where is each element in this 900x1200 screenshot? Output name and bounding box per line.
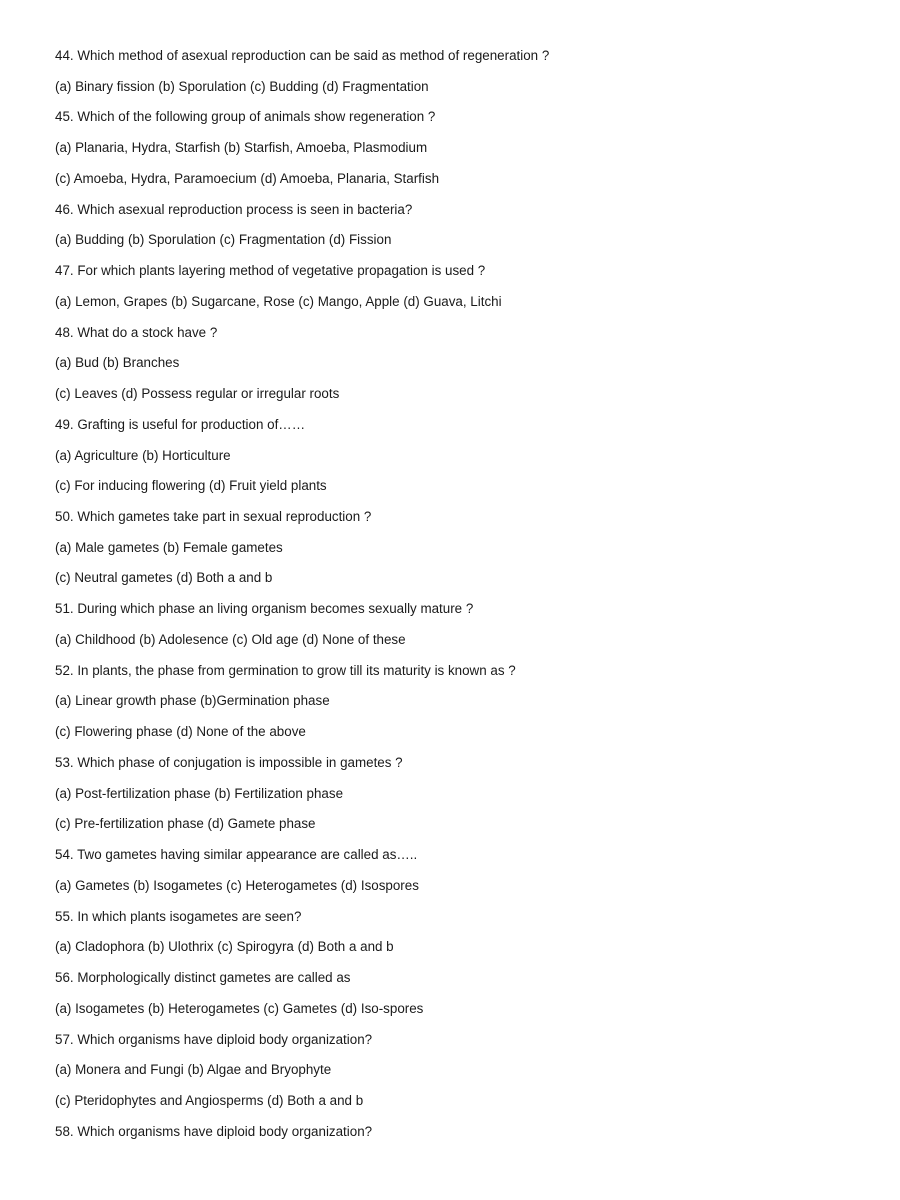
options-53-ab: (a) Post-fertilization phase (b) Fertilization phase: [55, 785, 344, 801]
question-48: 48. What do a stock have ?: [55, 324, 218, 340]
options-56: (a) Isogametes (b) Heterogametes (c) Gametes (d) Iso-spores: [55, 1000, 424, 1016]
options-45-ab: (a) Planaria, Hydra, Starfish (b) Starfish, Amoeba, Plasmodium: [55, 140, 428, 156]
options-47: (a) Lemon, Grapes (b) Sugarcane, Rose (c) Mango, Apple (d) Guava, Litchi: [55, 293, 502, 309]
options-52-ab: (a) Linear growth phase (b)Germination phase: [55, 693, 330, 709]
question-54: 54. Two gametes having similar appearance are called as…..: [55, 847, 418, 863]
question-44: 44. Which method of asexual reproduction can be said as method of regeneration ?: [55, 48, 550, 63]
options-44: (a) Binary fission (b) Sporulation (c) Budding (d) Fragmentation: [55, 78, 429, 94]
question-53: 53. Which phase of conjugation is impossible in gametes ?: [55, 754, 403, 770]
options-54: (a) Gametes (b) Isogametes (c) Heterogametes (d) Isospores: [55, 877, 419, 893]
options-53-cd: (c) Pre-fertilization phase (d) Gamete phase: [55, 816, 316, 832]
question-56: 56. Morphologically distinct gametes are called as: [55, 970, 351, 986]
question-46: 46. Which asexual reproduction process is seen in bacteria?: [55, 201, 413, 217]
options-57-ab: (a) Monera and Fungi (b) Algae and Bryophyte: [55, 1062, 332, 1078]
question-52: 52. In plants, the phase from germination to grow till its maturity is known as ?: [55, 662, 516, 678]
question-57: 57. Which organisms have diploid body organization?: [55, 1031, 373, 1047]
question-page: [55, 46, 875, 1152]
options-48-cd: (c) Leaves (d) Possess regular or irregular roots: [55, 386, 340, 402]
options-50-cd: (c) Neutral gametes (d) Both a and b: [55, 570, 273, 586]
options-49-ab: (a) Agriculture (b) Horticulture: [55, 447, 231, 463]
options-57-cd: (c) Pteridophytes and Angiosperms (d) Both a and b: [55, 1092, 364, 1108]
options-45-cd: (c) Amoeba, Hydra, Paramoecium (d) Amoeba, Planaria, Starfish: [55, 170, 440, 186]
options-52-cd: (c) Flowering phase (d) None of the above: [55, 724, 306, 740]
options-50-ab: (a) Male gametes (b) Female gametes: [55, 539, 283, 555]
question-58: 58. Which organisms have diploid body organization?: [55, 1123, 373, 1139]
question-55: 55. In which plants isogametes are seen?: [55, 908, 302, 924]
question-47: 47. For which plants layering method of vegetative propagation is used ?: [55, 263, 486, 279]
question-49: 49. Grafting is useful for production of……: [55, 416, 306, 432]
options-46: (a) Budding (b) Sporulation (c) Fragmentation (d) Fission: [55, 232, 392, 248]
options-51: (a) Childhood (b) Adolesence (c) Old age (d) None of these: [55, 631, 406, 647]
question-50: 50. Which gametes take part in sexual reproduction ?: [55, 509, 372, 525]
question-45: 45. Which of the following group of animals show regeneration ?: [55, 109, 436, 125]
options-48-ab: (a) Bud (b) Branches: [55, 355, 180, 371]
question-51: 51. During which phase an living organism becomes sexually mature ?: [55, 601, 474, 617]
options-49-cd: (c) For inducing flowering (d) Fruit yield plants: [55, 478, 327, 494]
options-55: (a) Cladophora (b) Ulothrix (c) Spirogyra (d) Both a and b: [55, 939, 394, 955]
